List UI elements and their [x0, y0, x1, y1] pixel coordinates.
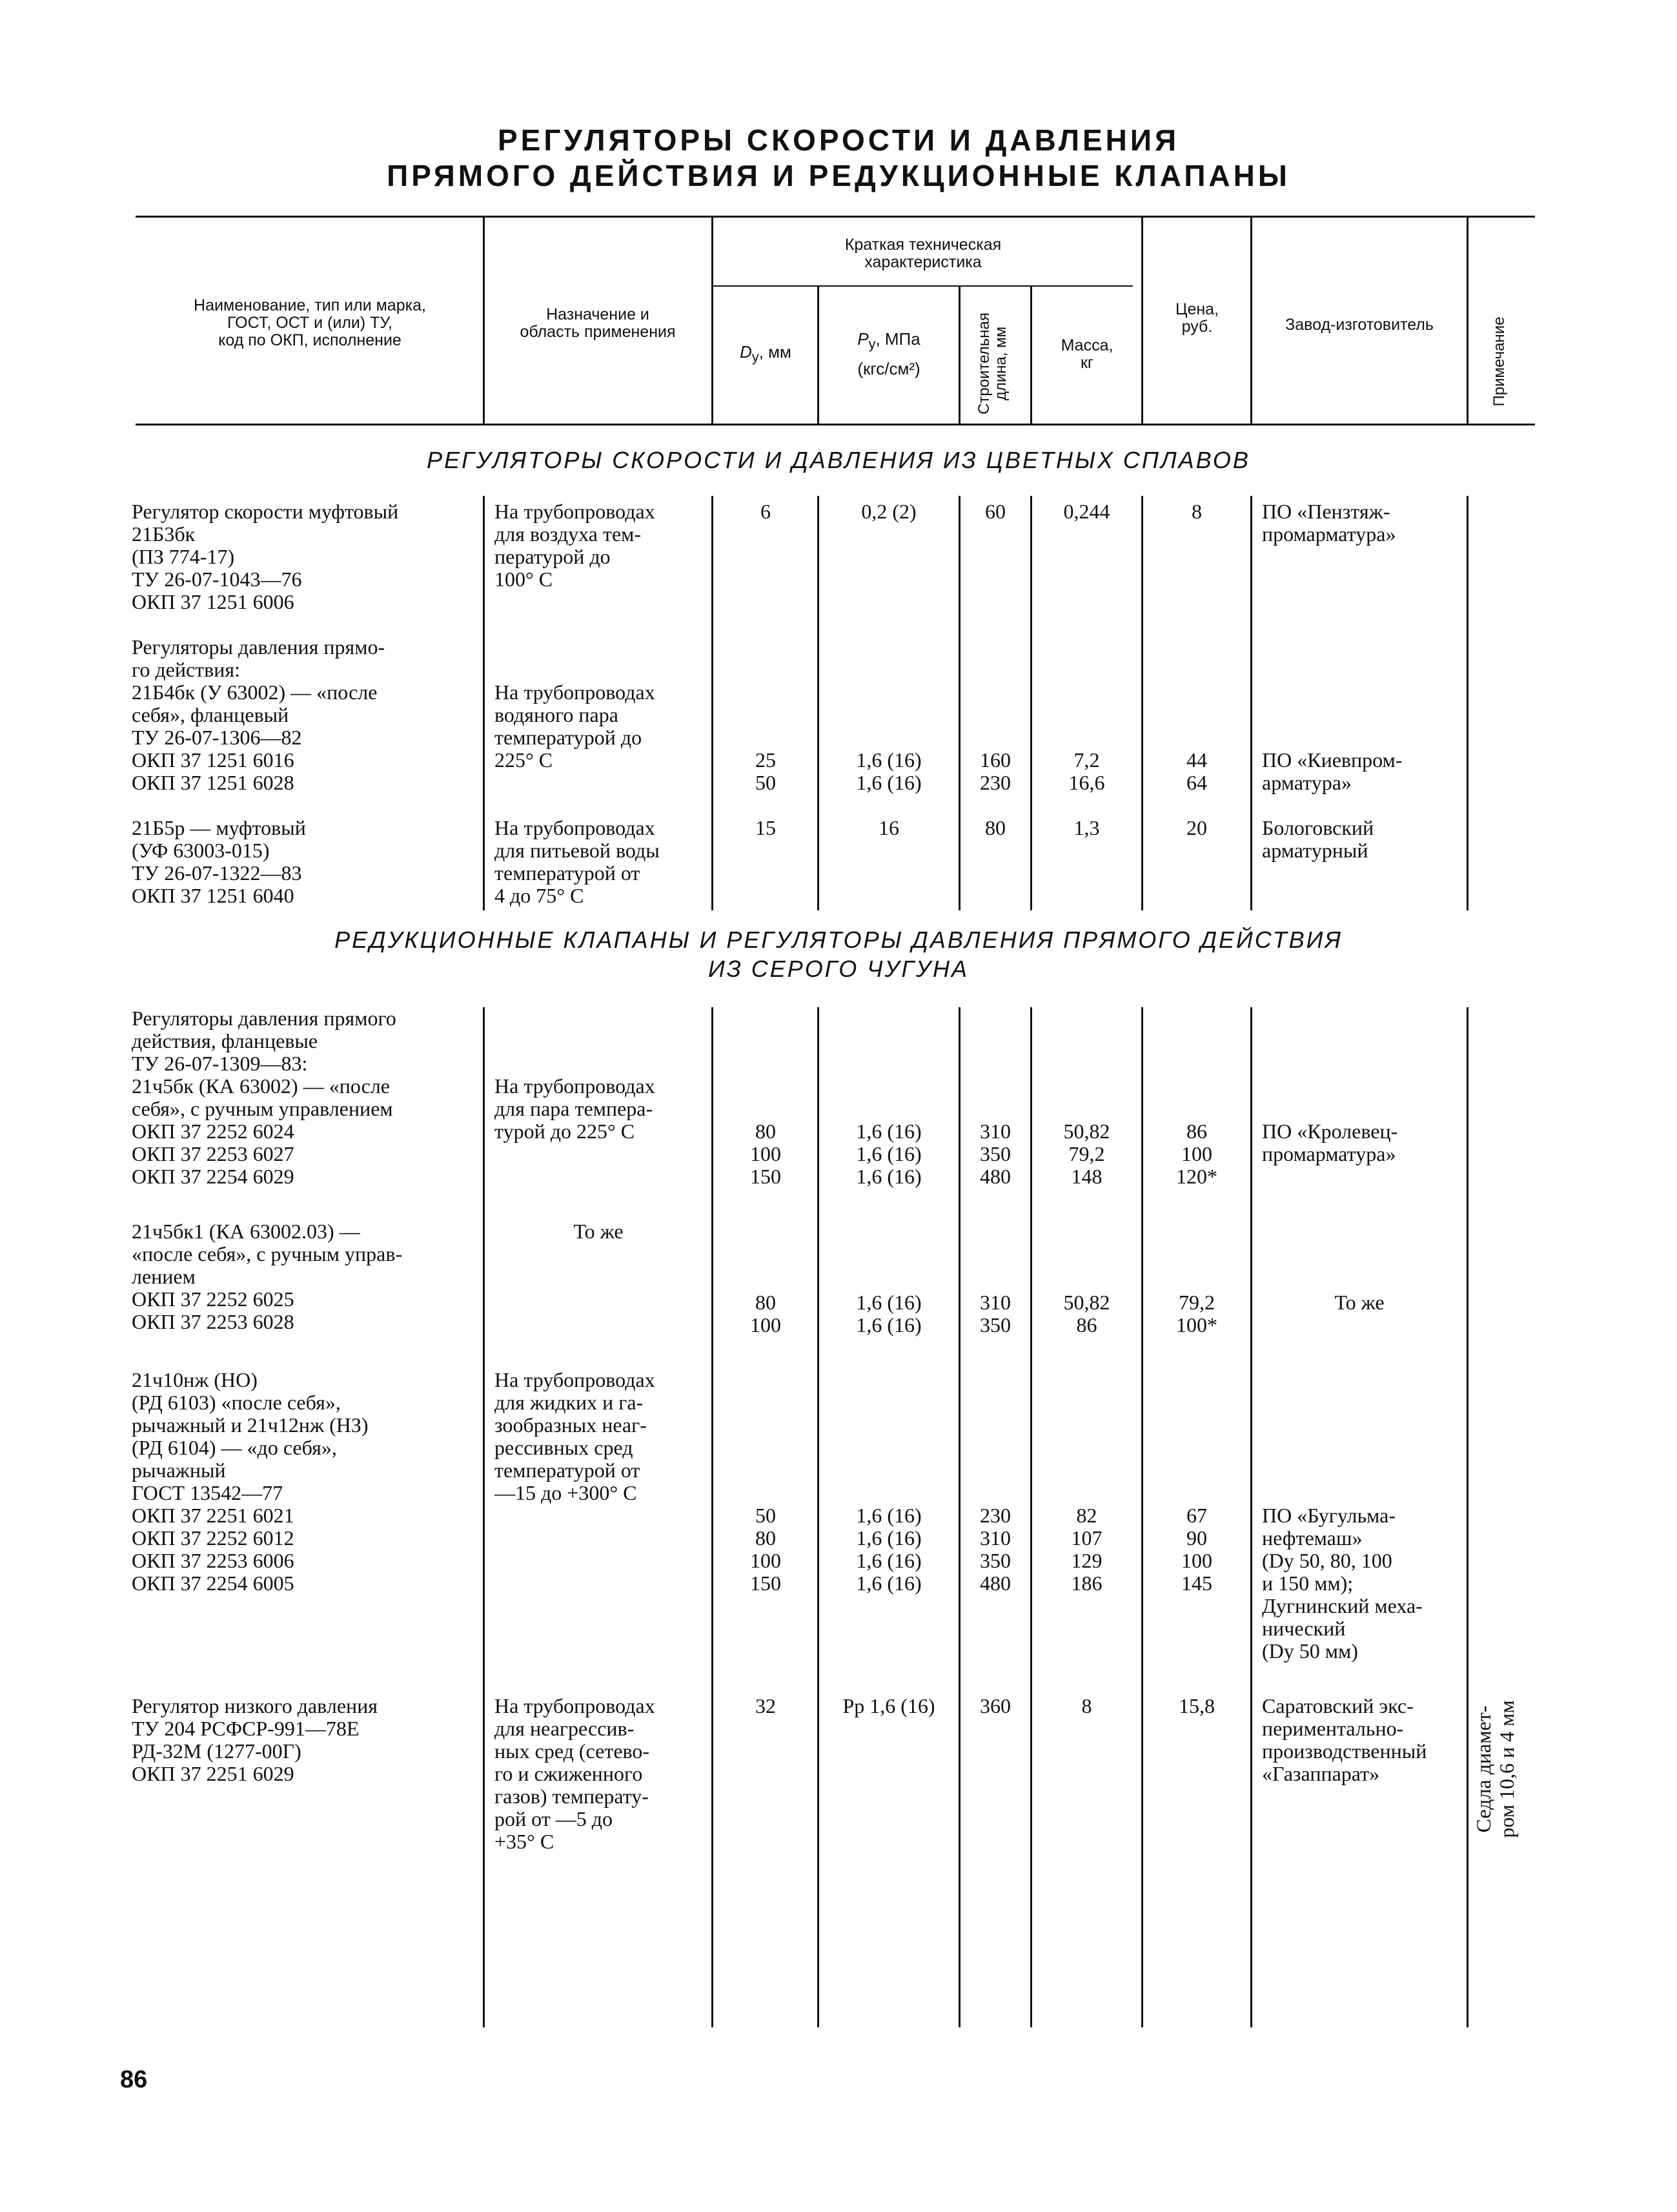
header-divider	[483, 217, 485, 424]
section-heading-nonferrous: РЕГУЛЯТОРЫ СКОРОСТИ И ДАВЛЕНИЯ ИЗ ЦВЕТНЫХ СПЛАВОВ	[427, 447, 1250, 473]
row5-mass: 50,82 86	[1063, 1291, 1110, 1336]
row2-dy: 25 50	[755, 748, 776, 794]
header-purpose: Назначение и область применения	[520, 305, 676, 341]
body-divider	[483, 1007, 485, 2027]
row1-price: 8	[1192, 500, 1202, 523]
header-top-rule	[136, 216, 1535, 218]
row5-name: 21ч5бк1 (КА 63002.03) — «после себя», с ручным управ- лением ОКП 37 2252 6025 ОКП 37 2253 6028	[132, 1220, 403, 1333]
header-maker: Завод-изготовитель	[1285, 316, 1434, 334]
header-py-symbol: P	[857, 329, 869, 349]
row7-py: Pр 1,6 (16)	[842, 1694, 935, 1717]
header-py	[819, 331, 959, 378]
row6-dy: 50 80 100 150	[750, 1504, 781, 1595]
row3-maker: Бологовский арматурный	[1262, 816, 1374, 862]
row7-note: Седла диамет- ром 10,6 и 4 мм	[1472, 1700, 1518, 1838]
row5-dy: 80 100	[750, 1291, 781, 1336]
row2-maker: ПО «Киевпром- арматура»	[1262, 748, 1403, 794]
body-divider	[817, 496, 819, 910]
row7-purpose: На трубопроводах для неагрессив- ных сред (сетево- го и сжиженного газов) температу- рой от —5 до +35° С	[494, 1694, 655, 1853]
body-divider	[959, 496, 960, 910]
row3-dy: 15	[755, 816, 776, 839]
row1-dy: 6	[760, 500, 771, 523]
row4-py: 1,6 (16) 1,6 (16) 1,6 (16)	[856, 1120, 922, 1188]
row5-maker: То же	[1334, 1291, 1385, 1314]
body-divider	[1250, 496, 1252, 910]
header-price: Цена, руб.	[1175, 300, 1219, 336]
row7-maker: Саратовский экс- периментально- производственный «Газаппарат»	[1262, 1694, 1427, 1785]
row7-length: 360	[980, 1694, 1011, 1717]
row4-price: 86 100 120*	[1176, 1120, 1217, 1188]
row4-name: Регуляторы давления прямого действия, фланцевые ТУ 26-07-1309—83: 21ч5бк (КА 63002) — «после себя», с ручным управлением ОКП 37 2252 6024 ОКП 37 2253 6027 ОКП 37 2254 6029	[132, 1007, 396, 1188]
header-divider	[1141, 217, 1143, 424]
row4-dy: 80 100 150	[750, 1120, 781, 1188]
header-divider	[959, 287, 960, 424]
row2-py: 1,6 (16) 1,6 (16)	[856, 748, 922, 794]
header-dy-subscript: у	[751, 349, 759, 365]
row1-mass: 0,244	[1063, 500, 1110, 523]
row2-purpose: На трубопроводах водяного пара температурой до 225° С	[494, 681, 655, 772]
row3-price: 20	[1186, 816, 1207, 839]
header-divider	[1030, 287, 1032, 424]
row6-maker: ПО «Бугульма- нефтемаш» (Dу 50, 80, 100 и 150 мм); Дугнинский меха- нический (Dу 50 мм)	[1262, 1504, 1423, 1663]
header-py-unit-alt: (кгс/см²)	[857, 359, 920, 379]
row6-mass: 82 107 129 186	[1071, 1504, 1103, 1595]
header-mass: Масса, кг	[1061, 336, 1113, 372]
header-divider	[1467, 217, 1469, 424]
header-py-subscript: у	[868, 336, 876, 353]
page-number: 86	[120, 2066, 148, 2093]
header-dy-symbol: D	[740, 342, 752, 362]
row3-length: 80	[985, 816, 1006, 839]
body-divider	[1030, 496, 1032, 910]
row1-length: 60	[985, 500, 1006, 523]
row2-price: 44 64	[1186, 748, 1207, 794]
row4-purpose: На трубопроводах для пара темпера- турой до 225° С	[494, 1074, 655, 1143]
row2-name: Регуляторы давления прямо- го действия: 21Б4бк (У 63002) — «после себя», фланцевый ТУ 26-07-1306—82 ОКП 37 1251 6016 ОКП 37 1251 6028	[132, 635, 385, 794]
row2-length: 160 230	[980, 748, 1011, 794]
row6-length: 230 310 350 480	[980, 1504, 1011, 1595]
row7-dy: 32	[755, 1694, 776, 1717]
row7-name: Регулятор низкого давления ТУ 204 РСФСР-991—78Е РД-32М (1277-00Г) ОКП 37 2251 6029	[132, 1694, 378, 1785]
header-note: Примечание	[1490, 316, 1508, 407]
row1-maker: ПО «Пензтяж- промарматура»	[1262, 500, 1396, 546]
row1-name: Регулятор скорости муфтовый 21Б3бк (ПЗ 774-17) ТУ 26-07-1043—76 ОКП 37 1251 6006	[132, 500, 399, 613]
tech-subheader-rule	[713, 285, 1133, 287]
body-divider	[1141, 496, 1143, 910]
row5-py: 1,6 (16) 1,6 (16)	[856, 1291, 922, 1336]
header-py-unit: , МПа	[875, 329, 920, 349]
row3-py: 16	[879, 816, 899, 839]
row7-mass: 8	[1081, 1694, 1092, 1717]
section-heading-cast-iron-line-2: ИЗ СЕРОГО ЧУГУНА	[707, 956, 970, 982]
body-divider	[711, 496, 713, 910]
header-name: Наименование, тип или марка, ГОСТ, ОСТ и (или) ТУ, код по ОКП, исполнение	[194, 296, 426, 349]
row5-length: 310 350	[980, 1291, 1011, 1336]
row6-price: 67 90 100 145	[1181, 1504, 1212, 1595]
row1-py: 0,2 (2)	[861, 500, 917, 523]
page-title-line-2: ПРЯМОГО ДЕЙСТВИЯ И РЕДУКЦИОННЫЕ КЛАПАНЫ	[387, 159, 1290, 192]
body-divider	[1467, 496, 1469, 910]
row6-purpose: На трубопроводах для жидких и га- зообразных неаг- рессивных сред температурой от —15 до +300° С	[494, 1368, 655, 1504]
row2-mass: 7,2 16,6	[1068, 748, 1105, 794]
row4-maker: ПО «Кролевец- промарматура»	[1262, 1120, 1398, 1165]
row7-price: 15,8	[1179, 1694, 1215, 1717]
body-divider	[1467, 1007, 1469, 2027]
row6-name: 21ч10нж (НО) (РД 6103) «после себя», рычажный и 21ч12нж (НЗ) (РД 6104) — «до себя», рычажный ГОСТ 13542—77 ОКП 37 2251 6021 ОКП 37 2252 6012 ОКП 37 2253 6006 ОКП 37 2254 6005	[132, 1368, 369, 1595]
header-length: Строительная длина, мм	[975, 312, 1010, 415]
row4-mass: 50,82 79,2 148	[1063, 1120, 1110, 1188]
header-dy-unit: , мм	[758, 342, 791, 362]
row6-py: 1,6 (16) 1,6 (16) 1,6 (16) 1,6 (16)	[856, 1504, 922, 1595]
page-title-line-1: РЕГУЛЯТОРЫ СКОРОСТИ И ДАВЛЕНИЯ	[497, 123, 1180, 157]
section-heading-cast-iron-line-1: РЕДУКЦИОННЫЕ КЛАПАНЫ И РЕГУЛЯТОРЫ ДАВЛЕНИЯ ПРЯМОГО ДЕЙСТВИЯ	[334, 927, 1343, 953]
row4-length: 310 350 480	[980, 1120, 1011, 1188]
row3-name: 21Б5р — муфтовый (УФ 63003-015) ТУ 26-07-1322—83 ОКП 37 1251 6040	[132, 816, 306, 907]
row3-purpose: На трубопроводах для питьевой воды температурой от 4 до 75° С	[494, 816, 660, 907]
body-divider	[1250, 1007, 1252, 2027]
row5-price: 79,2 100*	[1176, 1291, 1217, 1336]
header-bottom-rule	[136, 424, 1535, 425]
row1-purpose: На трубопроводах для воздуха тем- пературой до 100° С	[494, 500, 655, 591]
header-dy	[713, 343, 818, 365]
header-tech: Краткая техническая характеристика	[844, 236, 1002, 271]
body-divider	[483, 496, 485, 910]
row3-mass: 1,3	[1073, 816, 1100, 839]
row5-purpose: То же	[573, 1220, 624, 1243]
